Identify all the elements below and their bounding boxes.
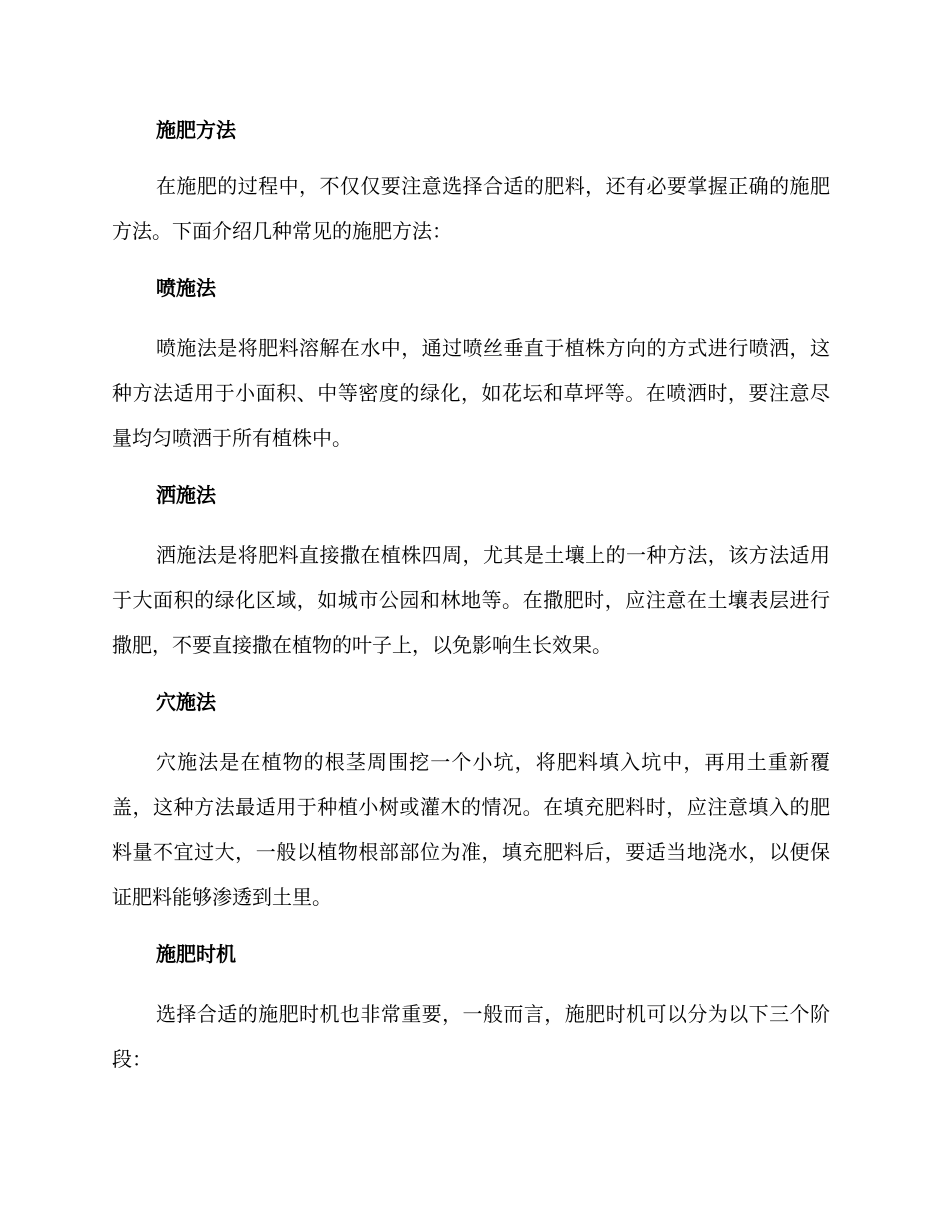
section-heading-fertilizing-methods: 施肥方法: [156, 118, 236, 142]
section-heading-spray-method: 喷施法: [156, 276, 216, 300]
section-paragraph-fertilizing-timing: 选择合适的施肥时机也非常重要，一般而言，施肥时机可以分为以下三个阶段：: [112, 1002, 830, 1071]
section-heading-fertilizing-timing: 施肥时机: [156, 942, 236, 966]
section-heading-scatter-method: 洒施法: [156, 483, 216, 507]
section-heading-hole-method: 穴施法: [156, 690, 216, 714]
document-body: [112, 110, 830, 1082]
section-paragraph-scatter-method: 洒施法是将肥料直接撒在植株四周，尤其是土壤上的一种方法，该方法适用于大面积的绿化区域，如城市公园和林地等。在撒肥时，应注意在土壤表层进行撒肥，不要直接撒在植物的叶子上，以免影响生长效果。: [112, 543, 830, 657]
section-paragraph-hole-method: 穴施法是在植物的根茎周围挖一个小坑，将肥料填入坑中，再用土重新覆盖，这种方法最适用于种植小树或灌木的情况。在填充肥料时，应注意填入的肥料量不宜过大，一般以植物根部部位为准，填充肥料后，要适当地浇水，以便保证肥料能够渗透到土里。: [112, 750, 830, 909]
section-paragraph-fertilizing-methods: 在施肥的过程中，不仅仅要注意选择合适的肥料，还有必要掌握正确的施肥方法。下面介绍几种常见的施肥方法：: [112, 174, 830, 243]
section-paragraph-spray-method: 喷施法是将肥料溶解在水中，通过喷丝垂直于植株方向的方式进行喷洒，这种方法适用于小面积、中等密度的绿化，如花坛和草坪等。在喷洒时，要注意尽量均匀喷洒于所有植株中。: [112, 336, 830, 450]
